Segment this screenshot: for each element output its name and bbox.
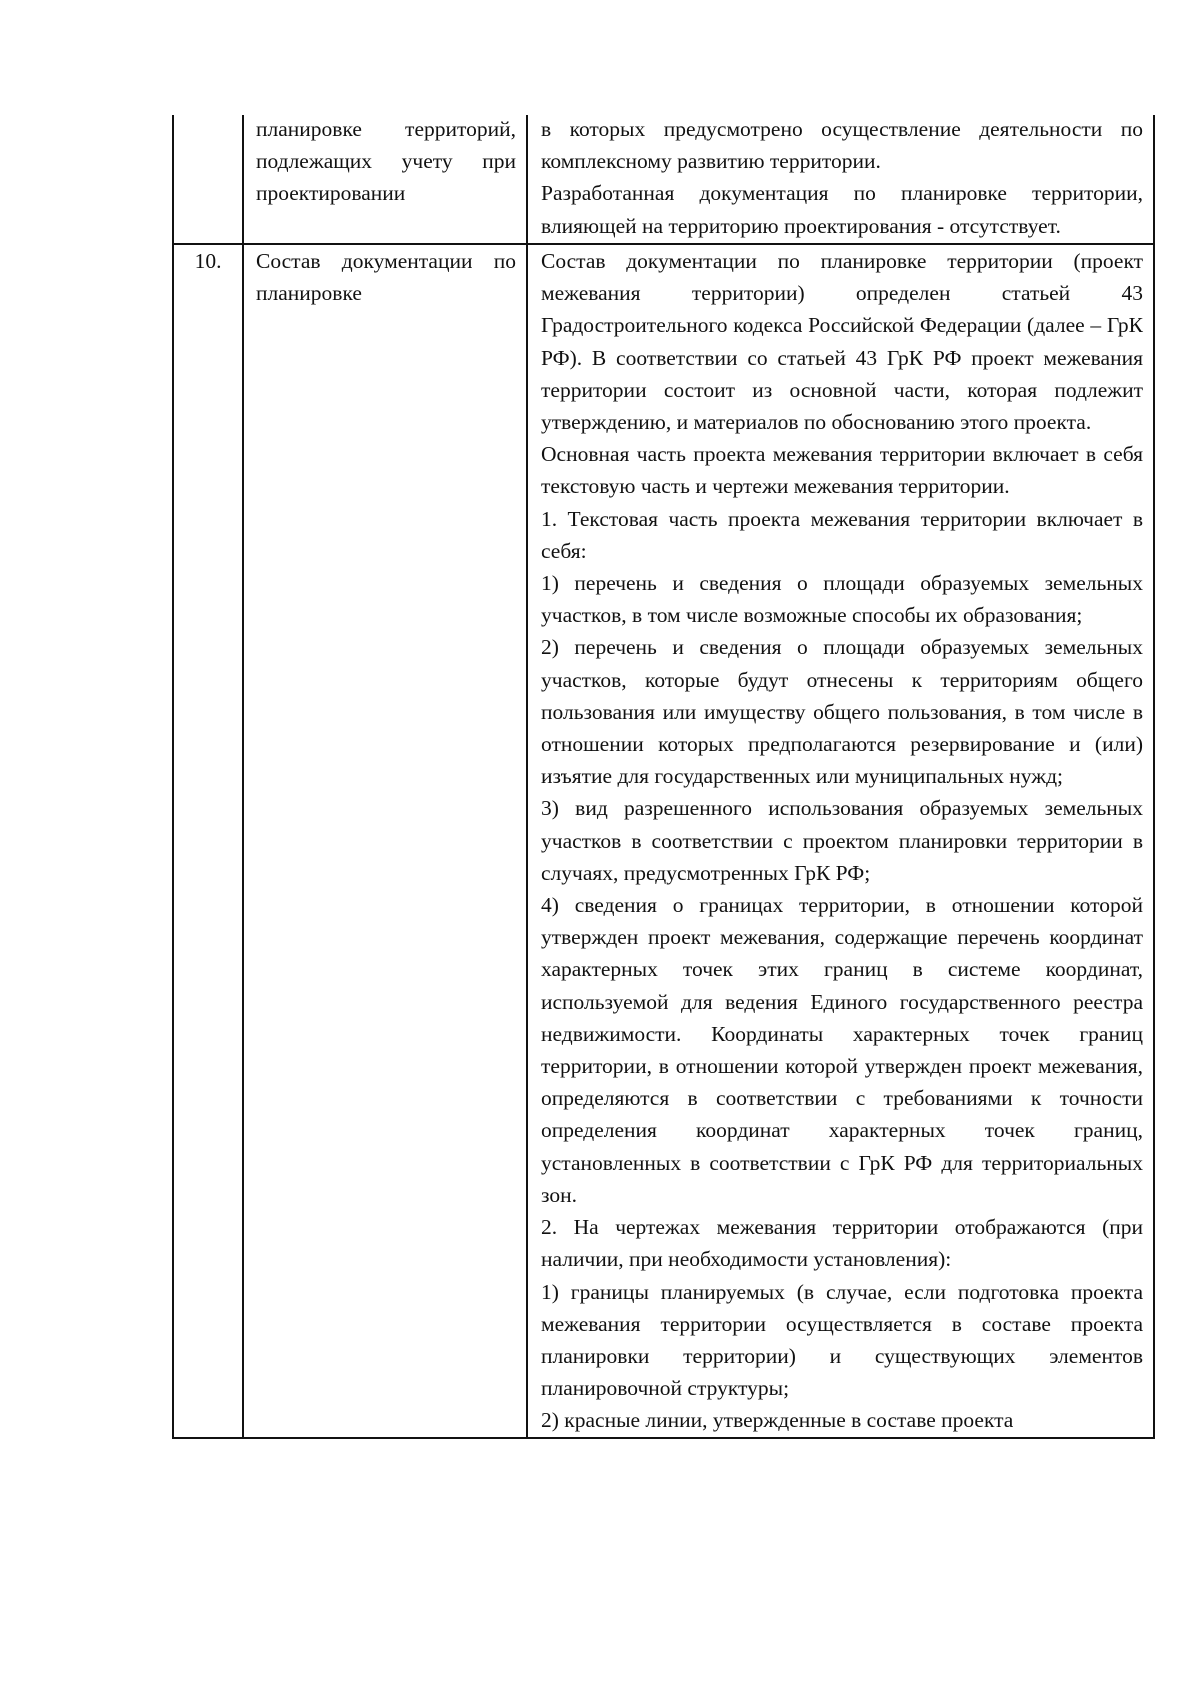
row-label: Состав документации по планировке [256, 249, 516, 305]
paragraph: 2) перечень и сведения о площади образуемых земельных участков, которые будут отнесены к территориям общего пользования или имуществу общего пользования, в том числе в отношении которых предполагаются резервирование и (или) изъятие для государственных или муниципальных нужд; [541, 635, 1143, 789]
paragraph: Основная часть проекта межевания территории включает в себя текстовую часть и чертежи межевания территории. [541, 442, 1143, 499]
paragraph: Разработанная документация по планировке территории, влияющей на территорию проектирования - отсутствует. [541, 181, 1143, 238]
row-label: планировке территорий, подлежащих учету при проектировании [256, 117, 516, 205]
table-row [173, 115, 1154, 244]
paragraph: 4) сведения о границах территории, в отношении которой утвержден проект межевания, содержащие перечень координат характерных точек этих границ в системе координат, используемой для ведения Единого государственного реестра недвижимости. Координаты характерных точек границ территории, в отношении которой утвержден проект межевания, определяются в соответствии с требованиями к точности определения координат характерных точек границ, установленных в соответствии с ГрК РФ для территориальных зон. [541, 893, 1143, 1207]
table-row [173, 244, 1154, 1438]
paragraph: 2. На чертежах межевания территории отображаются (при наличии, при необходимости установления): [541, 1215, 1143, 1272]
paragraph: 2) красные линии, утвержденные в составе проекта [541, 1408, 1014, 1433]
row-number [173, 115, 243, 244]
paragraph: Состав документации по планировке территории (проект межевания территории) определен статьей 43 Градостроительного кодекса Российской Федерации (далее – ГрК РФ). В соответствии со статьей 43 ГрК РФ проект межевания территории состоит из основной части, которая подлежит утверждению, и материалов по обоснованию этого проекта. [541, 249, 1143, 435]
row-label-cell [243, 244, 527, 1438]
paragraph: 3) вид разрешенного использования образуемых земельных участков в соответствии с проектом планировки территории в случаях, предусмотренных ГрК РФ; [541, 796, 1143, 885]
row-content [528, 113, 1153, 242]
row-content-cell [527, 115, 1154, 244]
paragraph: 1) перечень и сведения о площади образуемых земельных участков, в том числе возможные способы их образования; [541, 571, 1143, 628]
row-content-cell [527, 244, 1154, 1438]
paragraph: 1. Текстовая часть проекта межевания территории включает в себя: [541, 506, 1143, 563]
row-label-cell [243, 115, 527, 244]
row-content [528, 245, 1153, 1437]
row-number: 10. [173, 244, 243, 1438]
requirements-table [172, 115, 1155, 1439]
paragraph: в которых предусмотрено осуществление деятельности по комплексному развитию территории. [541, 117, 1143, 174]
paragraph: 1) границы планируемых (в случае, если подготовка проекта межевания территории осуществляется в составе проекта планировки территории) и существующих элементов планировочной структуры; [541, 1279, 1143, 1401]
